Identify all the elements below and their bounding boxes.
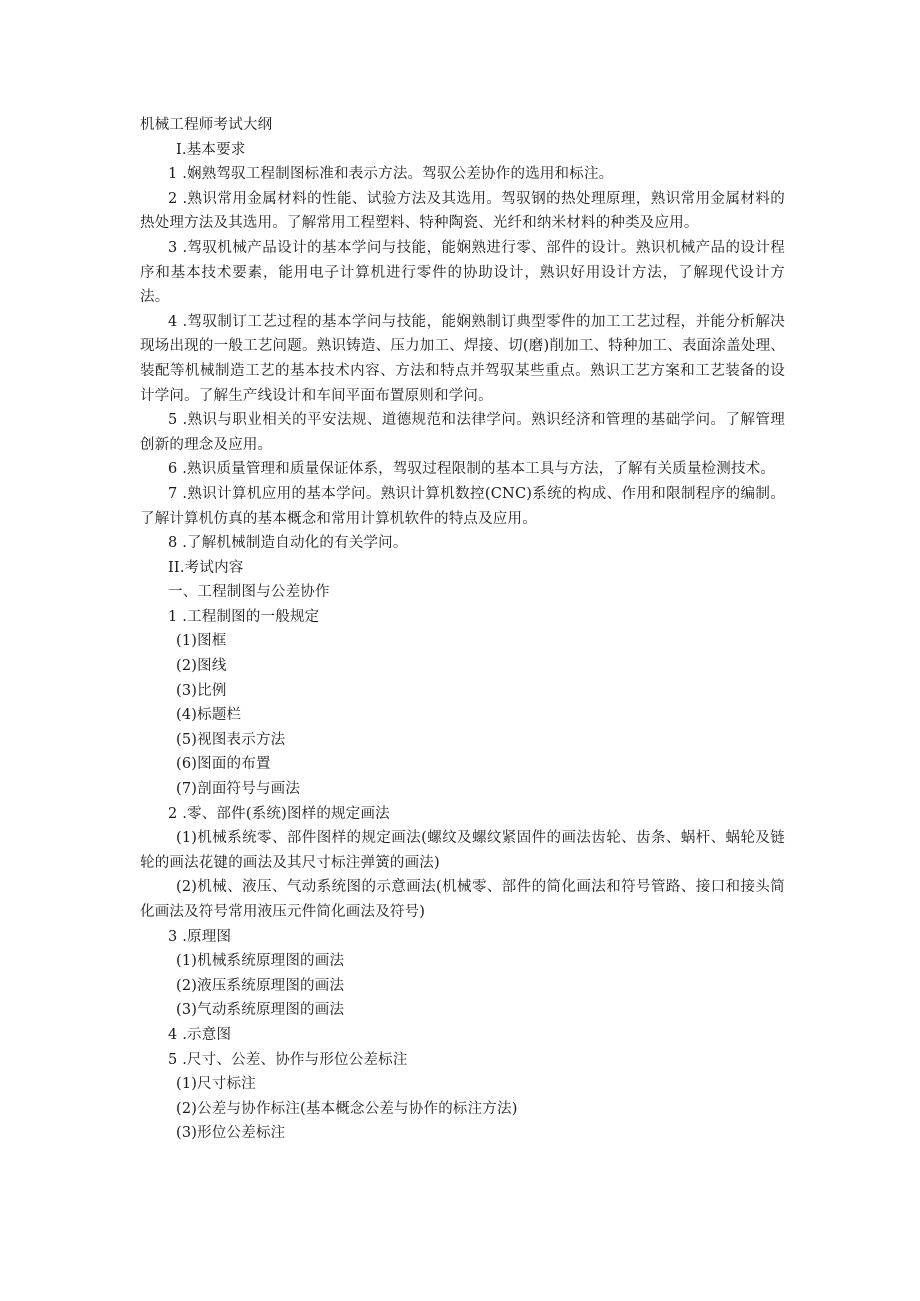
list-item: (1)图框 [176, 633, 227, 650]
requirement-item: 6 .熟识质量管理和质量保证体系，驾驭过程限制的基本工具与方法，了解有关质量检测技术。 [168, 461, 776, 478]
list-item: (1)机械系统零、部件图样的规定画法(螺纹及螺纹紧固件的画法齿轮、齿条、蜗杆、蜗轮及链轮的画法花键的画法及其尺寸标注弹簧的画法) [140, 830, 785, 871]
item-heading: 2 .零、部件(系统)图样的规定画法 [168, 805, 390, 822]
list-item: (1)尺寸标注 [176, 1076, 256, 1093]
requirement-item: 4 .驾驭制订工艺过程的基本学问与技能，能娴熟制订典型零件的加工工艺过程，并能分析解决现场出现的一般工艺问题。熟识铸造、压力加工、焊接、切(磨)削加工、特种加工、表面涂盖处理、装配等机械制造工艺的基本技术内容、方法和特点并驾驭某些重点。熟识工艺方案和工艺装备的设计学问。了解生产线设计和车间平面布置原则和学问。 [140, 313, 785, 404]
document-title: 机械工程师考试大纲 [140, 117, 273, 133]
item-heading: 5 .尺寸、公差、协作与形位公差标注 [168, 1051, 408, 1068]
list-item: (4)标题栏 [176, 707, 242, 724]
list-item: (2)液压系统原理图的画法 [176, 977, 345, 994]
section-heading-exam-content: II.考试内容 [168, 559, 244, 576]
list-item: (1)机械系统原理图的画法 [176, 953, 345, 970]
list-item: (6)图面的布置 [176, 756, 271, 773]
requirement-item: 8 .了解机械制造自动化的有关学问。 [168, 535, 408, 552]
list-item: (2)图线 [176, 658, 227, 675]
list-item: (3)形位公差标注 [176, 1125, 286, 1142]
requirement-item: 3 .驾驭机械产品设计的基本学问与技能，能娴熟进行零、部件的设计。熟识机械产品的设计程序和基本技术要素，能用电子计算机进行零件的协助设计，熟识好用设计方法，了解现代设计方法。 [140, 239, 785, 306]
item-heading: 4 .示意图 [168, 1026, 232, 1043]
list-item: (5)视图表示方法 [176, 731, 286, 748]
list-item: (3)气动系统原理图的画法 [176, 1002, 345, 1019]
requirement-item: 7 .熟识计算机应用的基本学问。熟识计算机数控(CNC)系统的构成、作用和限制程序的编制。了解计算机仿真的基本概念和常用计算机软件的特点及应用。 [140, 485, 785, 527]
list-item: (7)剖面符号与画法 [176, 781, 301, 798]
section-heading-basic-requirements: I.基本要求 [176, 141, 246, 158]
part-heading-drawing-tolerance: 一、工程制图与公差协作 [168, 584, 330, 601]
list-item: (2)机械、液压、气动系统图的示意画法(机械零、部件的简化画法和符号管路、接口和接头简化画法及符号常用液压元件简化画法及符号) [140, 879, 785, 920]
requirement-item: 5 .熟识与职业相关的平安法规、道德规范和法律学问。熟识经济和管理的基础学问。了解管理创新的理念及应用。 [140, 412, 785, 453]
item-heading: 3 .原理图 [168, 928, 232, 945]
requirement-item: 1 .娴熟驾驭工程制图标准和表示方法。驾驭公差协作的选用和标注。 [168, 166, 614, 183]
item-heading: 1 .工程制图的一般规定 [168, 608, 320, 625]
document-body [140, 113, 785, 1146]
requirement-item: 2 .熟识常用金属材料的性能、试验方法及其选用。驾驭钢的热处理原理，熟识常用金属材料的热处理方法及其选用。了解常用工程塑料、特种陶瓷、光纤和纳米材料的种类及应用。 [140, 190, 785, 232]
list-item: (2)公差与协作标注(基本概念公差与协作的标注方法) [176, 1100, 518, 1117]
list-item: (3)比例 [176, 682, 227, 699]
